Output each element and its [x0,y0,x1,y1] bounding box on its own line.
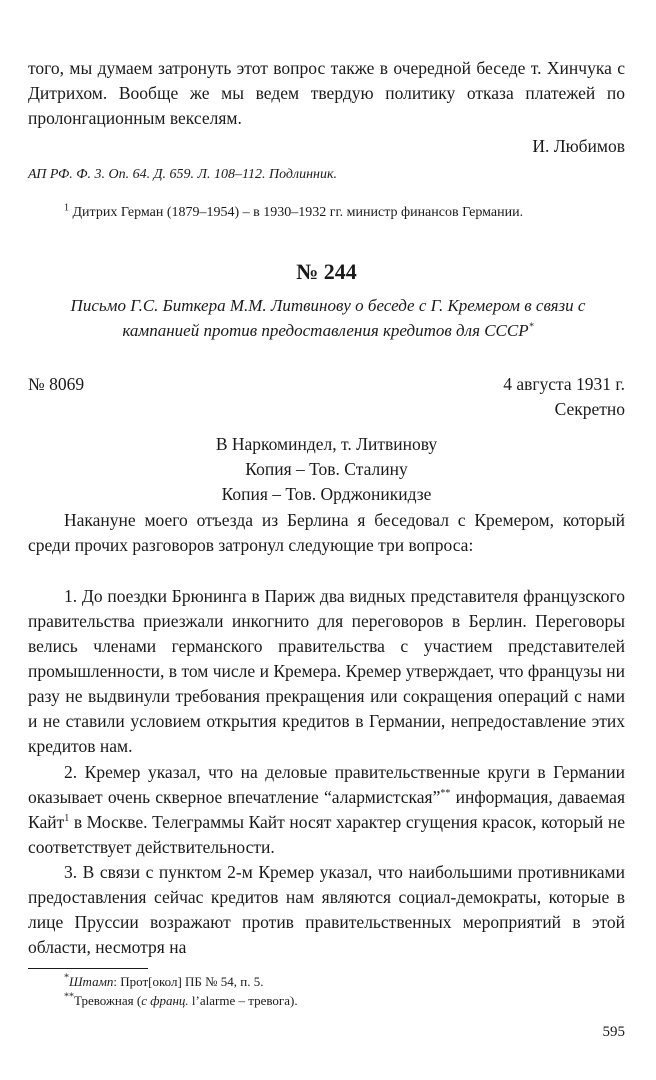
document-number: № 244 [296,259,357,284]
registration-number: № 8069 [28,374,85,394]
footnote-double-star-text-a: Тревожная ( [74,993,142,1008]
page-number: 595 [602,1024,625,1040]
footnote-double-star-italic: с франц. [141,993,189,1008]
addressee-2: Копия – Тов. Сталину [245,459,408,479]
footnote-1 [28,203,625,222]
signature: И. Любимов [532,136,625,156]
intro-paragraph: Накануне моего отъезда из Берлина я беседовал с Кремером, который среди прочих разговоров затронул следующие три вопроса: [28,510,625,555]
point-2-quote-mark: ** [440,788,451,800]
point-2-kait-mark: 1 [64,813,70,825]
footnote-separator [28,968,148,969]
footnote-double-star-mark: ** [64,991,74,1003]
addressee-3: Копия – Тов. Орджоникидзе [221,484,432,504]
document-date: 4 августа 1931 г. [503,374,625,394]
continuation-paragraph: того, мы думаем затронуть этот вопрос также в очередной беседе т. Хинчука с Дитрихом. Вообще же мы ведем твердую политику отказа платежей по пролонгационным векселям. [28,58,625,128]
footnote-double-star-text-b: l’alarme – тревога). [188,993,298,1008]
footnote-star-label: Штамп [69,974,114,989]
document-title [58,293,598,343]
archive-reference: АП РФ. Ф. 3. Оп. 64. Д. 659. Л. 108–112. Подлинник. [28,167,338,182]
document-title-text: Письмо Г.С. Биткера М.М. Литвинову о беседе с Г. Кремером в связи с кампанией против предоставления кредитов для СССР [70,296,586,340]
document-header-row [28,372,625,397]
point-2-mid: информация, даваемая Кайт [28,787,625,832]
point-1-paragraph: 1. До поездки Брюнинга в Париж два видных представителя французского правительства приезжали инкогнито для переговоров в Берлин. Переговоры велись членами германского правительства с участием представителей промышленности, в том числе и Кремера. Кремер утверждает, что французы ни разу не выдвинули требования прекращения или сокращения операций с нами и не ставили условием открытия кредитов в Германии, непредоставление этих кредитов нам. [28,586,625,756]
footnote-star [28,973,625,991]
footnote-double-star [28,992,625,1010]
addressee-1: В Наркоминдел, т. Литвинову [215,434,438,454]
document-title-mark: * [528,321,534,333]
footnote-1-mark: 1 [64,202,69,214]
addressee-block [28,432,625,507]
classification: Секретно [554,399,625,419]
footnote-star-text: : Прот[окол] ПБ № 54, п. 5. [113,974,264,989]
point-2-before: 2. Кремер указал, что на деловые правительственные круги в Германии оказывает очень скверное впечатление [28,762,625,807]
point-2-quote: “алармистская” [324,787,441,807]
footnote-star-mark: * [64,972,69,984]
point-2-paragraph [28,760,625,860]
point-3-paragraph: 3. В связи с пунктом 2-м Кремер указал, что наибольшими противниками предоставления сейчас кредитов нам являются социал-демократы, которые в лице Пруссии возражают против правительственных мероприятий в этой области, несмотря на [28,862,625,957]
point-2-after: в Москве. Телеграммы Кайт носят характер сгущения красок, который не соответствует действительности. [28,812,625,857]
footnote-1-text: Дитрих Герман (1879–1954) – в 1930–1932 гг. министр финансов Германии. [72,205,524,220]
